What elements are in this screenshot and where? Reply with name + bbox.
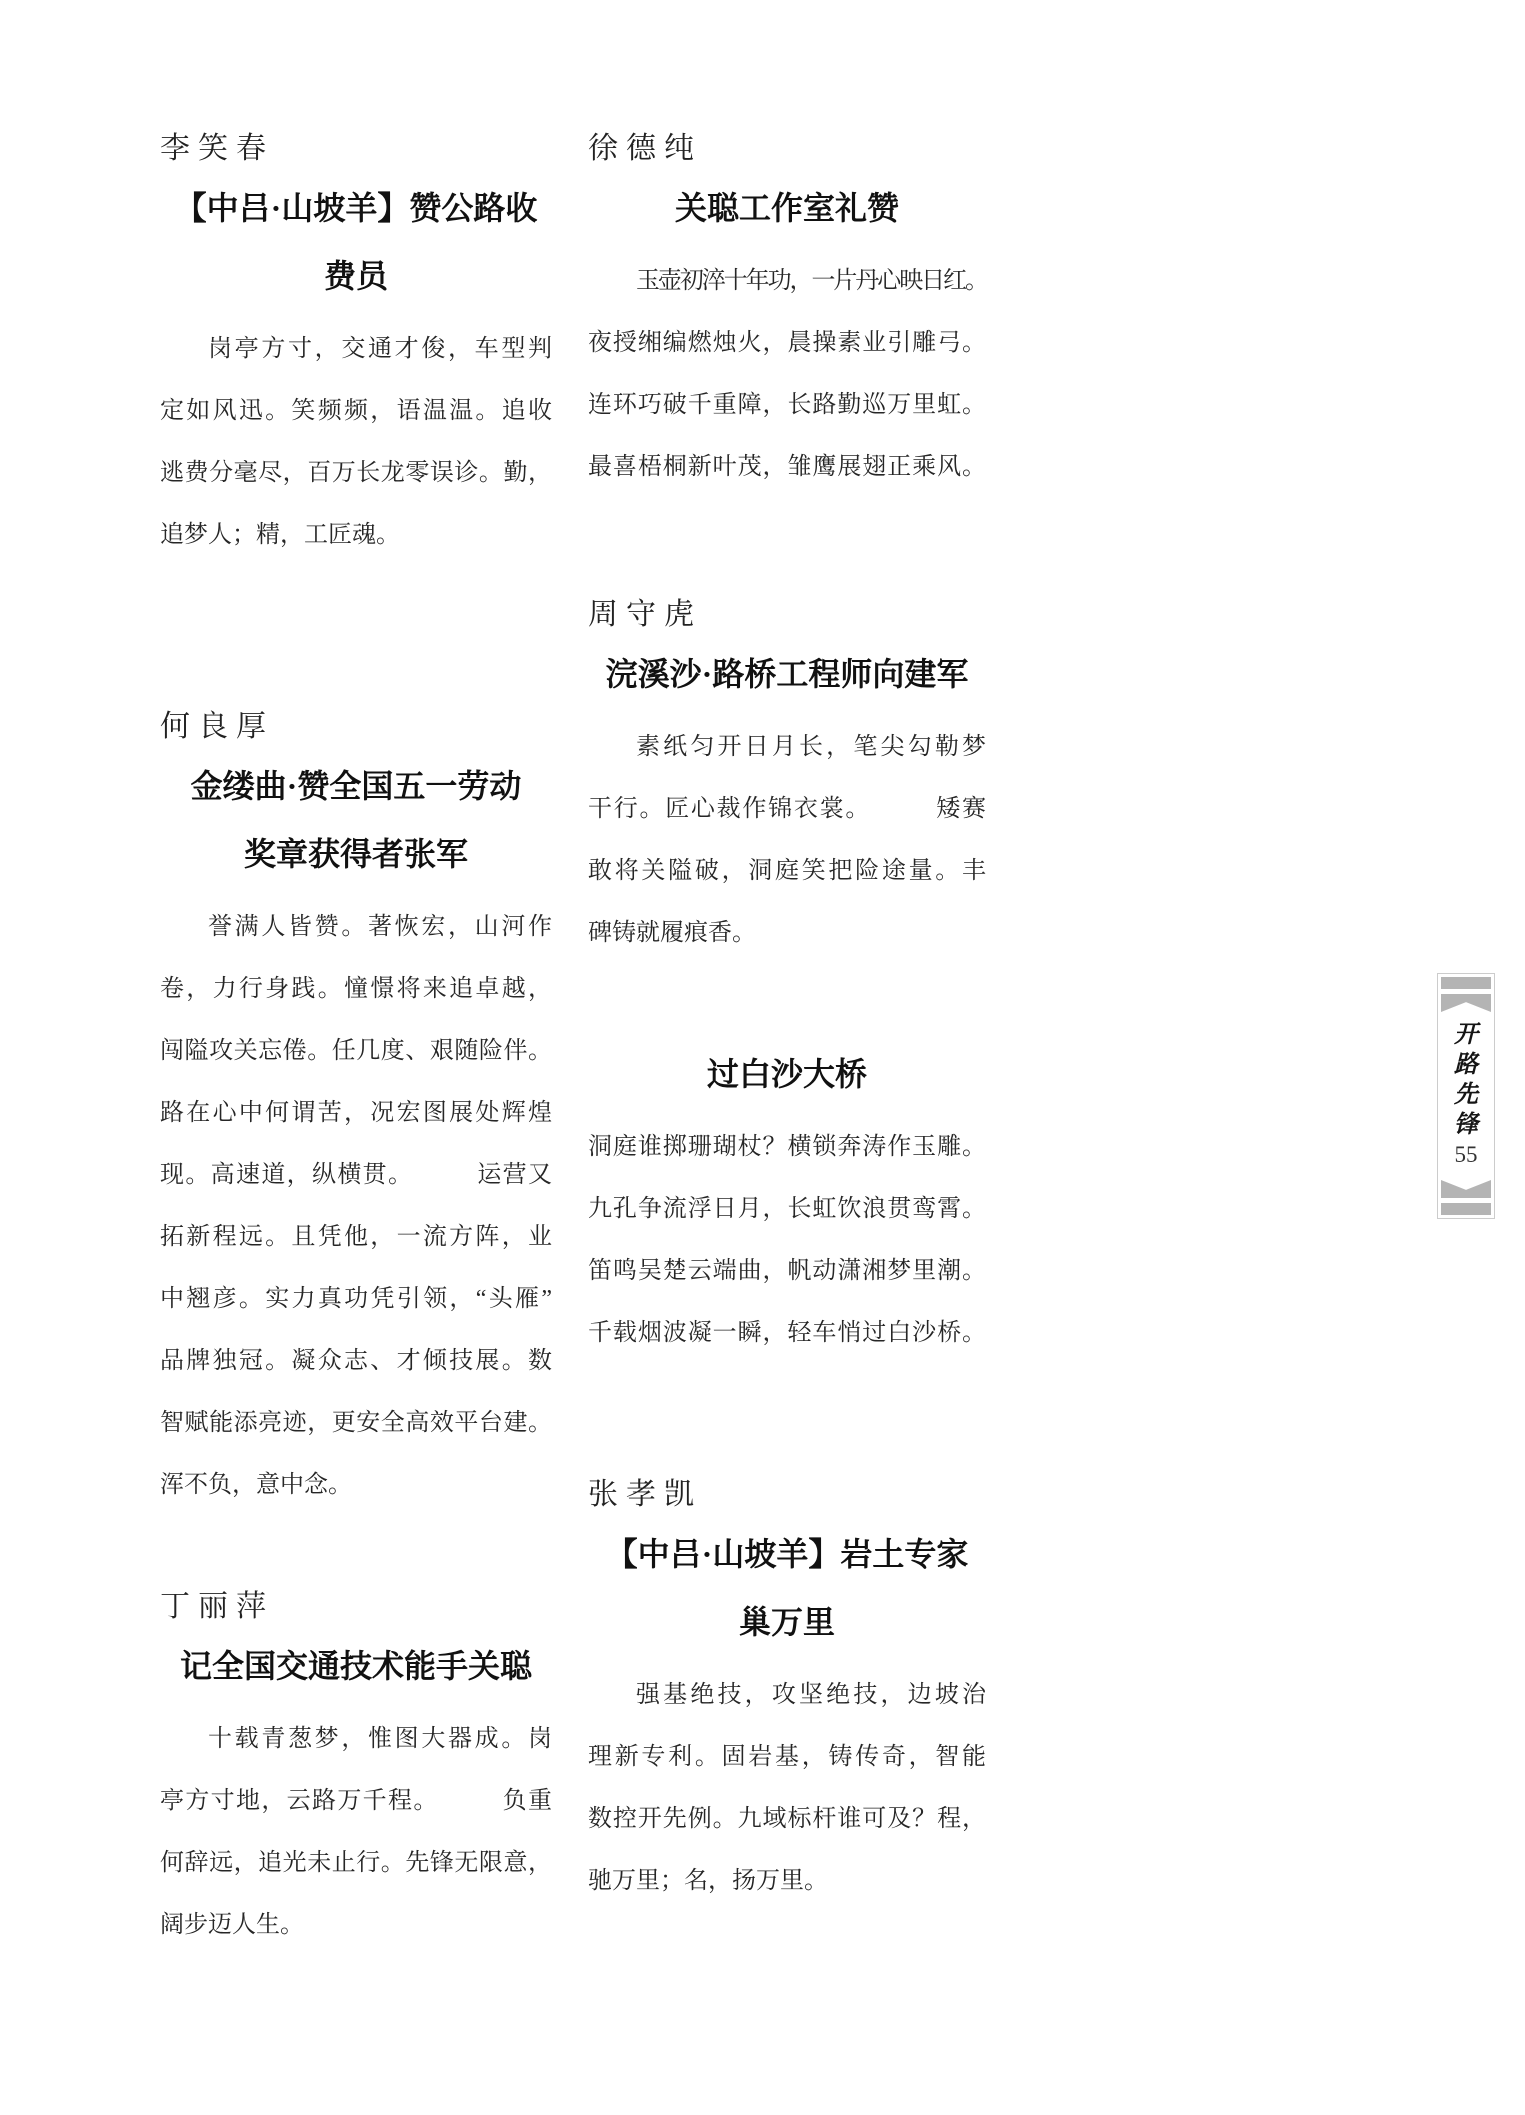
poem-ji-guancong [160, 1586, 552, 1956]
author-name: 何良厚 [160, 710, 274, 743]
poem-line: 洞庭谁掷珊瑚杖？横锁奔涛作玉雕。 [588, 1134, 986, 1160]
poem-line: 追梦人；精，工匠魂。 [160, 522, 400, 548]
bookmark-ribbon-top-icon [1441, 994, 1491, 1012]
poem-line: 九孔争流浮日月，长虹饮浪贯鸾霄。 [588, 1196, 986, 1222]
poem-line: 中翘彦。实力真功凭引领，“头雁” [160, 1286, 552, 1312]
author-name: 周守虎 [588, 598, 702, 631]
bookmark-char: 开 [1454, 1022, 1478, 1048]
poem-line: 现。高速道，纵横贯。 运营又 [160, 1162, 552, 1188]
poem-title-line2: 费员 [323, 258, 388, 294]
poem-line: 理新专利。固岩基，铸传奇，智能 [588, 1744, 986, 1770]
author-name: 张孝凯 [588, 1478, 702, 1511]
bookmark-char: 锋 [1454, 1112, 1478, 1138]
poem-title: 【中吕·山坡羊】赞公路收 [174, 190, 538, 226]
poem-line: 逃费分毫尽，百万长龙零误诊。勤， [160, 460, 552, 486]
poem-line: 路在心中何谓苦，况宏图展处辉煌 [160, 1100, 552, 1126]
page-number: 55 [1454, 1142, 1478, 1167]
poem-shanpoyang-tollkeeper [160, 128, 552, 566]
poem-title: 金缕曲·赞全国五一劳动 [190, 768, 522, 804]
poem-body [160, 896, 552, 1516]
author-name: 丁丽萍 [160, 1590, 274, 1623]
poem-line: 夜授缃编燃烛火，晨操素业引雕弓。 [588, 330, 986, 356]
author-name: 李笑春 [160, 132, 274, 165]
poem-body [160, 318, 552, 566]
poem-title: 关聪工作室礼赞 [674, 190, 899, 226]
bookmark-band-top-icon [1441, 977, 1491, 989]
bookmark-char: 先 [1454, 1082, 1478, 1108]
poem-line: 拓新程远。且凭他，一流方阵，业 [160, 1224, 552, 1250]
bookmark [1437, 973, 1495, 1219]
poem-jinlvqu-zhangjun [160, 706, 552, 1516]
poem-line: 驰万里；名，扬万里。 [588, 1868, 828, 1894]
poem-line: 玉壶初淬十年功，一片丹心映日红。 [636, 268, 986, 294]
poem-line: 浑不负，意中念。 [160, 1472, 352, 1498]
poem-line: 誉满人皆赞。著恢宏，山河作 [208, 914, 552, 940]
poem-line: 十载青葱梦，惟图大器成。岗 [208, 1726, 552, 1752]
left-column [160, 128, 552, 1956]
poem-title: 过白沙大桥 [706, 1056, 867, 1092]
poem-line: 阔步迈人生。 [160, 1912, 304, 1938]
poem-line: 素纸匀开日月长，笔尖勾勒梦 [636, 734, 986, 760]
poem-title-line2: 巢万里 [738, 1604, 835, 1640]
bookmark-char: 路 [1454, 1052, 1478, 1078]
poem-line: 卷，力行身践。憧憬将来追卓越， [160, 976, 552, 1002]
poem-line: 最喜梧桐新叶茂，雏鹰展翅正乘风。 [588, 454, 986, 480]
author-name: 徐德纯 [588, 132, 702, 165]
poem-line: 连环巧破千重障，长路勤巡万里虹。 [588, 392, 986, 418]
poem-body [588, 250, 986, 498]
poem-title: 记全国交通技术能手关聪 [179, 1648, 532, 1684]
poem-shanpoyang-chaowanli [588, 1474, 986, 1912]
poem-line: 何辞远，追光未止行。先锋无限意， [160, 1850, 552, 1876]
bookmark-band-bottom-icon [1441, 1203, 1491, 1215]
poem-line: 品牌独冠。凝众志、才倾技展。数 [160, 1348, 552, 1374]
bookmark-label [1454, 1012, 1478, 1180]
bookmark-ribbon-bottom-icon [1441, 1180, 1491, 1198]
poem-line: 亭方寸地，云路万千程。 负重 [160, 1788, 552, 1814]
poem-line: 千载烟波凝一瞬，轻车悄过白沙桥。 [588, 1320, 986, 1346]
poem-line: 敢将关隘破，洞庭笑把险途量。丰 [588, 858, 986, 884]
poem-body [588, 716, 986, 964]
poem-line: 数控开先例。九域标杆谁可及？程， [588, 1806, 986, 1832]
poem-line: 笛鸣吴楚云端曲，帆动潇湘梦里潮。 [588, 1258, 986, 1284]
poem-line: 定如风迅。笑频频，语温温。追收 [160, 398, 552, 424]
poem-title: 浣溪沙·路桥工程师向建军 [605, 656, 969, 692]
poem-line: 岗亭方寸，交通才俊，车型判 [208, 336, 552, 362]
poem-line: 智赋能添亮迹，更安全高效平台建。 [160, 1410, 552, 1436]
poem-title: 【中吕·山坡羊】岩土专家 [605, 1536, 969, 1572]
poem-title-line2: 奖章获得者张军 [243, 836, 468, 872]
poem-body [588, 1116, 986, 1364]
poem-line: 强基绝技，攻坚绝技，边坡治 [636, 1682, 986, 1708]
poem-line: 碑铸就履痕香。 [588, 920, 756, 946]
poem-body [160, 1708, 552, 1956]
poem-huanxisha-xiangjianjun [588, 594, 986, 964]
poem-guancong-studio [588, 128, 986, 498]
poem-body [588, 1664, 986, 1912]
poem-line: 闯隘攻关忘倦。任几度、艰随险伴。 [160, 1038, 552, 1064]
poem-baisha-bridge [588, 1048, 986, 1364]
poem-line: 干行。匠心裁作锦衣裳。 矮赛 [588, 796, 986, 822]
right-column [588, 128, 986, 1912]
